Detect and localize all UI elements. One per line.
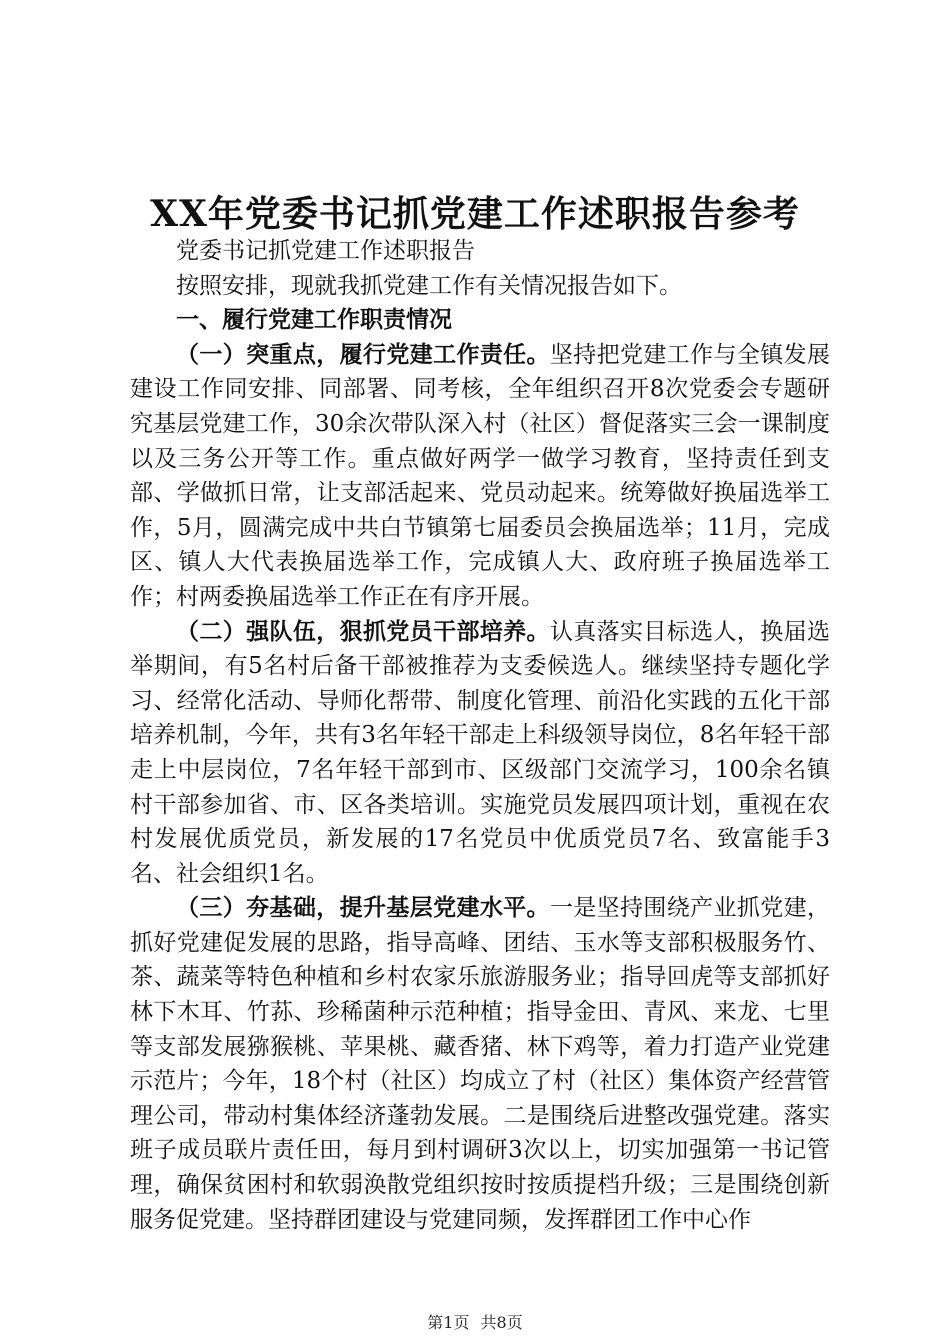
page-total: 共8页 <box>480 1313 523 1332</box>
paragraph-2 <box>130 615 830 892</box>
page-number: 第1页 <box>427 1313 470 1332</box>
page-footer <box>0 1310 950 1333</box>
document-subtitle: 党委书记抓党建工作述职报告 <box>176 238 475 264</box>
intro-line: 按照安排，现就我抓党建工作有关情况报告如下。 <box>176 272 682 299</box>
paragraph-3-lead: （三）夯基础，提升基层党建水平。 <box>176 894 550 922</box>
paragraph-1-text: 坚持把党建工作与全镇发展建设工作同安排、同部署、同考核，全年组织召开8次党委会专题研究基层党建工作，30余次带队深入村（社区）督促落实三会一课制度以及三务公开等工作。重点做好两学一做学习教育，坚持责任到支部、学做抓日常，让支部活起来、党员动起来。统筹做好换届选举工作，5月，圆满完成中共白节镇第七届委员会换届选举；11月，完成区、镇人大代表换届选举工作，完成镇人大、政府班子换届选举工作；村两委换届选举工作正在有序开展。 <box>130 341 831 610</box>
paragraph-2-text: 认真落实目标选人，换届选举期间，有5名村后备干部被推荐为支委候选人。继续坚持专题化学习、经常化活动、导师化帮带、制度化管理、前沿化实践的五化干部培养机制，今年，共有3名年轻干部走上科级领导岗位，8名年轻干部走上中层岗位，7名年轻干部到市、区级部门交流学习，100余名镇村干部参加省、市、区各类培训。实施党员发展四项计划，重视在农村发展优质党员，新发展的17名党员中优质党员7名、致富能手3名、社会组织1名。 <box>130 618 831 887</box>
paragraph-3-text: 一是坚持围绕产业抓党建，抓好党建促发展的思路，指导高峰、团结、玉水等支部积极服务竹、茶、蔬菜等特色种植和乡村农家乐旅游服务业；指导回虎等支部抓好林下木耳、竹荪、珍稀菌种示范种植；指导金田、青风、来龙、七里等支部发展猕猴桃、苹果桃、藏香猪、林下鸡等，着力打造产业党建示范片；今年，18个村（社区）均成立了村（社区）集体资产经营管理公司，带动村集体经济蓬勃发展。二是围绕后进整改强党建。落实班子成员联片责任田，每月到村调研3次以上，切实加强第一书记管理，确保贫困村和软弱涣散党组织按时按质提档升级；三是围绕创新服务促党建。坚持群团建设与党建同频，发挥群团工作中心作 <box>130 895 831 1233</box>
document-body <box>130 234 830 1237</box>
document-title: XX年党委书记抓党建工作述职报告参考 <box>150 193 800 235</box>
paragraph-1-lead: （一）突重点，履行党建工作责任。 <box>176 340 550 368</box>
section-heading: 一、履行党建工作职责情况 <box>176 306 452 334</box>
paragraph-3 <box>130 891 830 1237</box>
paragraph-2-lead: （二）强队伍，狠抓党员干部培养。 <box>176 617 550 645</box>
paragraph-1 <box>130 338 830 615</box>
